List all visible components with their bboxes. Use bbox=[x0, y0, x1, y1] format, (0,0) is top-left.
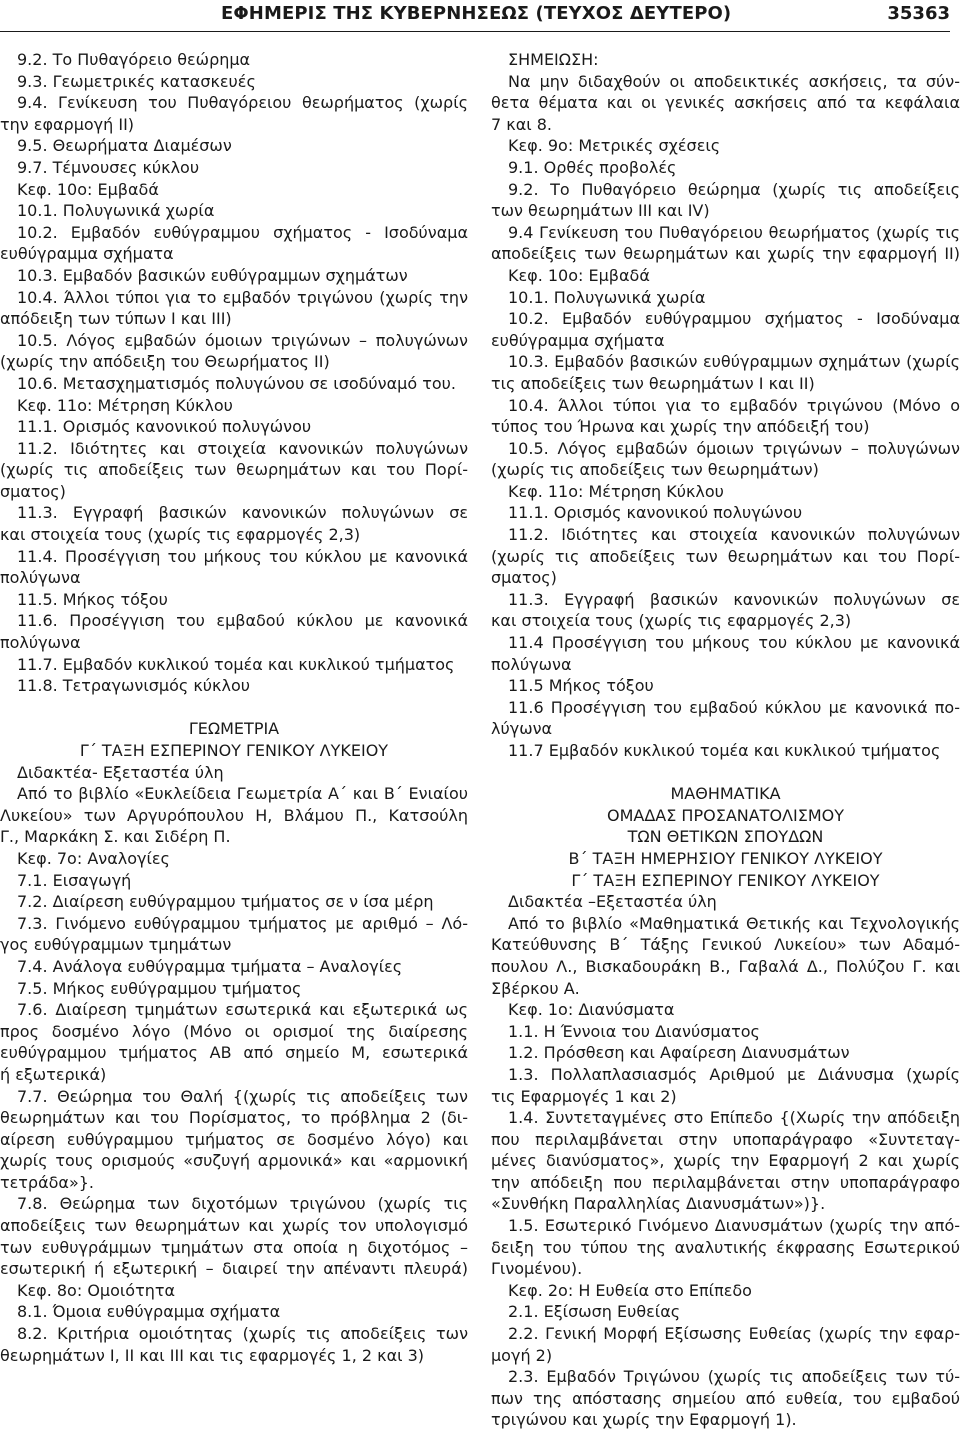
page-header bbox=[0, 0, 960, 34]
text-line: 10.4. Άλλοι τύποι για το εμβαδόν τριγώνου (χωρίς την bbox=[17, 287, 468, 307]
text-line: Να μην διδαχθούν οι αποδεικτικές ασκήσεις, τα σύν- bbox=[508, 71, 960, 91]
text-line: 2.2. Γενική Μορφή Εξίσωσης Ευθείας (χωρίς την εφαρ- bbox=[508, 1324, 960, 1344]
text-line: 7.3. Γινόμενο ευθύγραμμου τμήματος με αριθμό – Λό- bbox=[17, 913, 468, 933]
text-line: (χωρίς τις αποδείξεις των θεωρημάτων) bbox=[491, 460, 819, 480]
section-heading: ΜΑΘΗΜΑΤΙΚΑ bbox=[670, 784, 781, 804]
text-line: ευθύγραμμου τμήματος ΑΒ από σημείο Μ, εσωτερικά bbox=[0, 1043, 468, 1063]
text-line: 7.2. Διαίρεση ευθύγραμμου τμήματος σε ν ίσα μέρη bbox=[17, 892, 434, 912]
text-line: των ευθυγράμμων τμημάτων στα οποία η διχοτόμος – bbox=[0, 1237, 468, 1257]
text-line: θεωρημάτων και του Πορίσματος, το πρόβλημα 2 (δι- bbox=[0, 1108, 468, 1128]
text-line: 10.4. Άλλοι τύποι για το εμβαδόν τριγώνου (Μόνο ο bbox=[508, 395, 960, 415]
text-line: 9.3. Γεωμετρικές κατασκευές bbox=[17, 71, 256, 91]
text-line: 10.6. Μετασχηματισμός πολυγώνου σε ισοδύναμό του. bbox=[17, 373, 456, 393]
text-line: 7 και 8. bbox=[491, 114, 553, 134]
text-line: την απόδειξη που περιλαμβάνεται στην υποπαράγραφο bbox=[491, 1172, 960, 1192]
text-line: Κεφ. 2ο: Η Ευθεία στο Επίπεδο bbox=[508, 1280, 752, 1300]
text-line: απόδειξη των τύπων Ι και ΙΙΙ) bbox=[0, 309, 232, 329]
note-label: ΣΗΜΕΙΩΣΗ: bbox=[508, 50, 599, 69]
text-line: Από το βιβλίο «Ευκλείδεια Γεωμετρία Α΄ και Β΄ Ενιαίου bbox=[17, 784, 468, 804]
text-line: ή εξωτερικά) bbox=[0, 1064, 107, 1084]
text-line: Κεφ. 10ο: Εμβαδά bbox=[508, 265, 650, 285]
text-line: 10.5. Λόγος εμβαδών όμοιων τριγώνων – πολυγώνων bbox=[17, 330, 468, 350]
text-line: 9.1. Ορθές προβολές bbox=[508, 157, 677, 177]
text-line: 1.2. Πρόσθεση και Αφαίρεση Διανυσμάτων bbox=[508, 1043, 850, 1063]
text-line: θετα θέματα και οι γενικές ασκήσεις από τα κεφάλαια bbox=[491, 93, 960, 113]
text-line: 8.1. Όμοια ευθύγραμμα σχήματα bbox=[17, 1302, 281, 1322]
text-line: σματος) bbox=[491, 568, 557, 588]
text-line: πολύγωνα bbox=[491, 654, 572, 674]
text-line: 7.1. Εισαγωγή bbox=[17, 870, 132, 890]
text-line: 11.5 Μήκος τόξου bbox=[508, 676, 654, 696]
text-line: 2.1. Εξίσωση Ευθείας bbox=[508, 1302, 681, 1322]
text-line: πουλου Λ., Βισκαδουράκη Β., Γαβαλά Δ., Πολύζου Γ. και bbox=[491, 956, 960, 976]
section-subheading: Γ΄ ΤΑΞΗ ΕΣΠΕΡΙΝΟΥ ΓΕΝΙΚΟΥ ΛΥΚΕΙΟΥ bbox=[571, 870, 880, 890]
text-line: 9.2. Το Πυθαγόρειο θεώρημα bbox=[17, 50, 251, 69]
text-line: Κεφ. 1ο: Διανύσματα bbox=[508, 1000, 675, 1020]
text-line: 10.3. Εμβαδόν βασικών ευθύγραμμων σχημάτων (χωρίς bbox=[508, 352, 960, 372]
text-line: 1.5. Εσωτερικό Γινόμενο Διανυσμάτων (χωρίς την από- bbox=[508, 1216, 960, 1236]
text-line: σματος) bbox=[0, 481, 66, 501]
text-line: τις αποδείξεις των θεωρημάτων Ι και ΙΙ) bbox=[491, 373, 815, 393]
section-subheading: ΟΜΑΔΑΣ ΠΡΟΣΑΝΑΤΟΛΙΣΜΟΥ bbox=[607, 805, 844, 825]
text-line: την εφαρμογή ΙΙ) bbox=[0, 114, 135, 134]
text-line: 11.7 Εμβαδόν κυκλικού τομέα και κυκλικού τμήματος bbox=[508, 741, 941, 760]
text-line: προς δοσμένο λόγο (Μόνο οι ορισμοί της διαίρεσης bbox=[0, 1021, 468, 1041]
section-subheading: Β΄ ΤΑΞΗ ΗΜΕΡΗΣΙΟΥ ΓΕΝΙΚΟΥ ΛΥΚΕΙΟΥ bbox=[568, 848, 883, 868]
text-line: ευθύγραμμα σχήματα bbox=[491, 330, 665, 350]
text-line: 11.2. Ιδιότητες και στοιχεία κανονικών πολυγώνων bbox=[508, 525, 960, 545]
right-column bbox=[491, 49, 960, 1431]
text-line: μένες διανύσματος», χωρίς την Εφαρμογή 2 και χωρίς bbox=[491, 1151, 960, 1171]
text-line: 9.4 Γενίκευση του Πυθαγόρειου θεωρήματος (χωρίς τις bbox=[508, 222, 960, 242]
text-line: Κατεύθυνσης Β΄ Τάξης Γενικού Λυκείου» των Αδαμό- bbox=[491, 935, 960, 955]
text-line: 11.8. Τετραγωνισμός κύκλου bbox=[17, 676, 250, 696]
text-line: γος ευθύγραμμων τμημάτων bbox=[0, 935, 232, 955]
text-line: ευθύγραμμα σχήματα bbox=[0, 244, 174, 264]
text-line: «Συνθήκη Παραλληλίας Διανυσμάτων»)}. bbox=[491, 1194, 826, 1214]
text-line: (χωρίς την απόδειξη του Θεωρήματος ΙΙ) bbox=[0, 352, 330, 372]
text-line: θεωρημάτων Ι, ΙΙ και ΙΙΙ και τις εφαρμογές 1, 2 και 3) bbox=[0, 1345, 425, 1365]
gazette-title: ΕΦΗΜΕΡΙΣ ΤΗΣ ΚΥΒΕΡΝΗΣΕΩΣ (ΤΕΥΧΟΣ ΔΕΥΤΕΡΟ) bbox=[221, 3, 732, 24]
text-line: 11.5. Μήκος τόξου bbox=[17, 589, 168, 609]
text-line: 11.1. Ορισμός κανονικού πολυγώνου bbox=[508, 503, 803, 523]
text-line: τριγώνου και χωρίς την Εφαρμογή 1). bbox=[491, 1410, 797, 1430]
text-line: αίρεση ευθύγραμμου τμήματος σε δοσμένο λόγο) και bbox=[0, 1129, 468, 1149]
text-line: 11.3. Εγγραφή βασικών κανονικών πολυγώνων σε bbox=[508, 589, 960, 609]
text-line: Κεφ. 11ο: Μέτρηση Κύκλου bbox=[17, 395, 233, 415]
text-line: 8.2. Κριτήρια ομοιότητας (χωρίς τις αποδείξεις των bbox=[17, 1324, 468, 1344]
text-line: πολύγωνα bbox=[0, 633, 81, 653]
text-line: Λυκείου» των Αργυρόπουλου Η, Βλάμου Π., Κατσούλη bbox=[0, 805, 468, 825]
text-line: 9.5. Θεωρήματα Διαμέσων bbox=[17, 136, 232, 156]
text-line: 10.2. Εμβαδόν ευθύγραμμου σχήματος - Ισοδύναμα bbox=[508, 309, 960, 329]
text-line: 11.2. Ιδιότητες και στοιχεία κανονικών πολυγώνων bbox=[17, 438, 468, 458]
text-line: 11.3. Εγγραφή βασικών κανονικών πολυγώνων σε bbox=[17, 503, 468, 523]
text-line: Κεφ. 8ο: Ομοιότητα bbox=[17, 1280, 176, 1300]
text-line: 7.8. Θεώρημα των διχοτόμων τριγώνου (χωρίς τις bbox=[17, 1194, 468, 1214]
text-line: τις Εφαρμογές 1 και 2) bbox=[491, 1086, 677, 1106]
text-line: που περιλαμβάνεται στην υποπαράγραφο «Συντεταγ- bbox=[491, 1129, 960, 1149]
text-line: Από το βιβλίο «Μαθηματικά Θετικής και Τεχνολογικής bbox=[508, 913, 960, 933]
text-line: χωρίς τους ορισμούς «συζυγή αρμονικά» και «αρμονική bbox=[0, 1151, 468, 1171]
text-line: 1.3. Πολλαπλασιασμός Αριθμού με Διάνυσμα (χωρίς bbox=[508, 1064, 960, 1084]
text-line: Κεφ. 9ο: Μετρικές σχέσεις bbox=[508, 136, 721, 156]
text-line: (χωρίς τις αποδείξεις των θεωρημάτων και του Πορί- bbox=[0, 460, 468, 480]
text-line: αποδείξεις των θεωρημάτων και χωρίς τον υπολογισμό bbox=[0, 1216, 468, 1236]
section-subheading: ΤΩΝ ΘΕΤΙΚΩΝ ΣΠΟΥΔΩΝ bbox=[627, 827, 824, 847]
text-line: 10.1. Πολυγωνικά χωρία bbox=[17, 201, 215, 221]
text-line: 9.2. Το Πυθαγόρειο θεώρημα (χωρίς τις αποδείξεις bbox=[508, 179, 960, 199]
text-line: 11.6. Προσέγγιση του εμβαδού κύκλου με κανονικά bbox=[17, 611, 468, 631]
text-line: Διδακτέα- Εξεταστέα ύλη bbox=[17, 762, 224, 782]
text-line: λύγωνα bbox=[491, 719, 553, 739]
text-line: μογή 2) bbox=[491, 1345, 553, 1365]
text-line: 7.7. Θεώρημα του Θαλή {(χωρίς τις αποδείξεις των bbox=[17, 1086, 468, 1106]
page-number: 35363 bbox=[887, 3, 950, 24]
text-line: Κεφ. 10ο: Εμβαδά bbox=[17, 179, 159, 199]
text-line: 9.4. Γενίκευση του Πυθαγόρειου θεωρήματος (χωρίς bbox=[17, 93, 468, 113]
text-line: πολύγωνα bbox=[0, 568, 81, 588]
blank-line bbox=[491, 762, 960, 784]
text-line: Διδακτέα –Εξεταστέα ύλη bbox=[508, 892, 717, 912]
text-line: εσωτερική ή εξωτερική – διαιρεί την απέναντι πλευρά) bbox=[0, 1259, 468, 1279]
text-line: Γινομένου). bbox=[491, 1259, 583, 1279]
text-line: 11.6 Προσέγγιση του εμβαδού κύκλου με κανονικά πο- bbox=[508, 697, 960, 717]
header-divider bbox=[0, 31, 950, 32]
text-line: 7.5. Μήκος ευθύγραμμου τμήματος bbox=[17, 978, 302, 998]
text-line: τετράδα»}. bbox=[0, 1172, 95, 1192]
text-line: 1.1. Η Έννοια του Διανύσματος bbox=[508, 1021, 760, 1041]
section-heading: ΓΕΩΜΕΤΡΙΑ bbox=[188, 719, 280, 739]
text-line: τύπος του Ήρωνα και χωρίς την απόδειξή του) bbox=[491, 417, 870, 437]
text-line: 11.4 Προσέγγιση του μήκους του κύκλου με κανονικά bbox=[508, 633, 960, 653]
text-line: Σβέρκου Α. bbox=[491, 978, 580, 998]
text-line: 2.3. Εμβαδόν Τριγώνου (χωρίς τις αποδείξεις των τύ- bbox=[508, 1367, 960, 1387]
text-line: 7.6. Διαίρεση τμημάτων εσωτερικά και εξωτερικά ως bbox=[17, 1000, 468, 1020]
text-line: 7.4. Ανάλογα ευθύγραμμα τμήματα – Αναλογίες bbox=[17, 956, 403, 976]
blank-line bbox=[0, 697, 468, 719]
text-line: Κεφ. 11ο: Μέτρηση Κύκλου bbox=[508, 481, 724, 501]
section-subheading: Γ΄ ΤΑΞΗ ΕΣΠΕΡΙΝΟΥ ΓΕΝΙΚΟΥ ΛΥΚΕΙΟΥ bbox=[79, 741, 389, 760]
text-line: 11.7. Εμβαδόν κυκλικού τομέα και κυκλικού τμήματος bbox=[17, 654, 455, 674]
text-line: πων της απόστασης σημείου από ευθεία, του εμβαδού bbox=[491, 1388, 960, 1408]
text-line: και στοιχεία τους (χωρίς τις εφαρμογές 2,3) bbox=[491, 611, 852, 631]
text-line: 9.7. Τέμνουσες κύκλου bbox=[17, 157, 200, 177]
text-line: 11.1. Ορισμός κανονικού πολυγώνου bbox=[17, 417, 312, 437]
text-line: Κεφ. 7ο: Αναλογίες bbox=[17, 848, 170, 868]
text-line: δειξη του τύπου της αναλυτικής έκφρασης Εσωτερικού bbox=[491, 1237, 960, 1257]
left-column bbox=[0, 49, 468, 1366]
text-line: αποδείξεις των θεωρημάτων και χωρίς την εφαρμογή ΙΙ) bbox=[491, 244, 960, 264]
text-line: των θεωρημάτων ΙΙΙ και ΙV) bbox=[491, 201, 710, 221]
text-line: 10.3. Εμβαδόν βασικών ευθύγραμμων σχημάτων bbox=[17, 265, 408, 285]
text-line: 10.1. Πολυγωνικά χωρία bbox=[508, 287, 706, 307]
text-line: 10.2. Εμβαδόν ευθύγραμμου σχήματος - Ισοδύναμα bbox=[17, 222, 468, 242]
text-line: 10.5. Λόγος εμβαδών όμοιων τριγώνων – πολυγώνων bbox=[508, 438, 960, 458]
text-line: Γ., Μαρκάκη Σ. και Σιδέρη Π. bbox=[0, 827, 231, 847]
text-line: 11.4. Προσέγγιση του μήκους του κύκλου με κανονικά bbox=[17, 546, 468, 566]
text-line: (χωρίς τις αποδείξεις των θεωρημάτων και του Πορί- bbox=[491, 546, 960, 566]
text-line: και στοιχεία τους (χωρίς τις εφαρμογές 2,3) bbox=[0, 525, 361, 545]
text-line: 1.4. Συντεταγμένες στο Επίπεδο {(Χωρίς την απόδειξη bbox=[508, 1108, 960, 1128]
